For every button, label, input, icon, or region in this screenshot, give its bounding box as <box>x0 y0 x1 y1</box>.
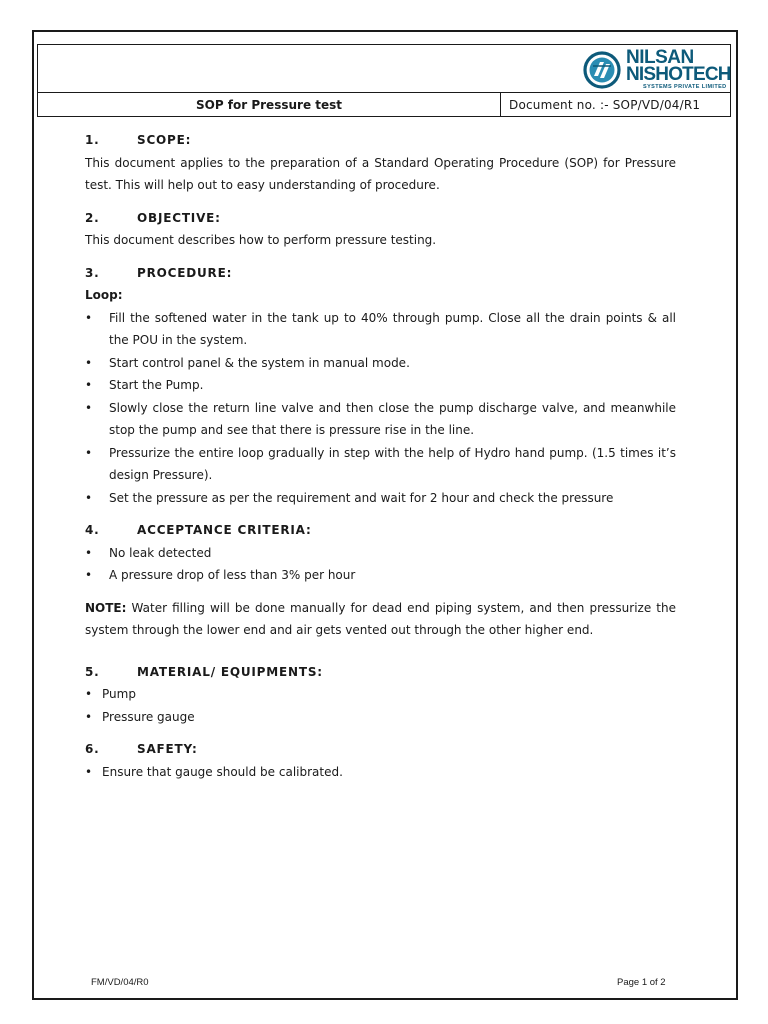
note-text: Water filling will be done manually for dead end piping system, and then pressurize the system through the lower end and air gets vented out through the other higher end. <box>85 600 676 637</box>
section-title: SCOPE: <box>137 133 192 147</box>
acceptance-list <box>85 542 676 587</box>
list-item <box>85 683 676 706</box>
document-body <box>85 129 676 783</box>
section-title: PROCEDURE: <box>137 265 233 280</box>
objective-text: This document describes how to perform pressure testing. <box>85 233 437 247</box>
section-objective-heading <box>85 207 676 230</box>
bullet-icon: • <box>85 378 93 392</box>
bullet-icon: • <box>85 400 93 415</box>
list-item-text: Pump <box>102 687 136 701</box>
logo-line2: NISHOTECH <box>626 64 731 85</box>
acceptance-note <box>85 597 676 642</box>
bullet-icon: • <box>85 490 93 505</box>
document-title: SOP for Pressure test <box>38 93 501 116</box>
list-item <box>85 487 676 510</box>
title-row <box>37 92 731 117</box>
list-item-text: A pressure drop of less than 3% per hour <box>109 568 356 582</box>
list-item <box>85 564 676 587</box>
procedure-list <box>85 307 676 510</box>
bullet-icon: • <box>85 445 93 460</box>
section-number: 6. <box>85 742 100 756</box>
safety-list <box>85 761 676 784</box>
list-item-text: No leak detected <box>109 545 212 560</box>
note-label: NOTE: <box>85 600 127 615</box>
document-number: Document no. :- SOP/VD/04/R1 <box>509 97 701 112</box>
section-number: 1. <box>85 133 100 147</box>
list-item <box>85 374 676 397</box>
bullet-icon: • <box>85 764 93 779</box>
section-number: 5. <box>85 664 100 679</box>
bullet-icon: • <box>85 355 93 370</box>
list-item <box>85 706 676 729</box>
list-item-text: Pressurize the entire loop gradually in step with the help of Hydro hand pump. (1.5 times it’s design Pressure). <box>109 445 676 482</box>
section-material-heading <box>85 661 676 684</box>
list-item <box>85 542 676 565</box>
list-item <box>85 442 676 487</box>
material-list <box>85 683 676 728</box>
list-item <box>85 397 676 442</box>
section-title: MATERIAL/ EQUIPMENTS: <box>137 664 323 679</box>
list-item-text: Ensure that gauge should be calibrated. <box>102 764 343 779</box>
nilsan-logo-icon <box>583 51 623 89</box>
company-logo <box>583 47 731 90</box>
bullet-icon: • <box>85 310 93 325</box>
bullet-icon: • <box>85 709 93 724</box>
section-safety-heading <box>85 738 676 761</box>
footer-form-code: FM/VD/04/R0 <box>91 977 149 988</box>
section-title: ACCEPTANCE CRITERIA: <box>137 523 312 537</box>
section-number: 3. <box>85 265 100 280</box>
bullet-icon: • <box>85 545 93 560</box>
list-item-text: Start the Pump. <box>109 378 204 392</box>
section-number: 2. <box>85 210 100 225</box>
scope-text: This document applies to the preparation of a Standard Operating Procedure (SOP) for Pressure test. This will help out to easy understanding of procedure. <box>85 155 676 192</box>
bullet-icon: • <box>85 568 93 582</box>
list-item <box>85 307 676 352</box>
list-item-text: Pressure gauge <box>102 709 195 724</box>
bullet-icon: • <box>85 687 93 701</box>
list-item-text: Slowly close the return line valve and then close the pump discharge valve, and meanwhile stop the pump and see that there is pressure rise in the line. <box>109 400 676 437</box>
logo-line3: SYSTEMS PRIVATE LIMITED <box>643 84 727 90</box>
procedure-subtitle: Loop: <box>85 288 123 302</box>
footer-page-number: Page 1 of 2 <box>617 977 666 988</box>
section-title: OBJECTIVE: <box>137 210 221 225</box>
list-item <box>85 761 676 784</box>
section-number: 4. <box>85 523 100 537</box>
logo-line1: NILSAN <box>626 47 694 68</box>
list-item <box>85 352 676 375</box>
list-item-text: Set the pressure as per the requirement and wait for 2 hour and check the pressure <box>109 490 614 505</box>
section-title: SAFETY: <box>137 742 198 756</box>
list-item-text: Fill the softened water in the tank up to 40% through pump. Close all the drain points & all the POU in the system. <box>109 310 676 347</box>
section-procedure-heading <box>85 262 676 285</box>
section-acceptance-heading <box>85 519 676 542</box>
list-item-text: Start control panel & the system in manual mode. <box>109 355 410 370</box>
section-scope-heading <box>85 129 676 152</box>
